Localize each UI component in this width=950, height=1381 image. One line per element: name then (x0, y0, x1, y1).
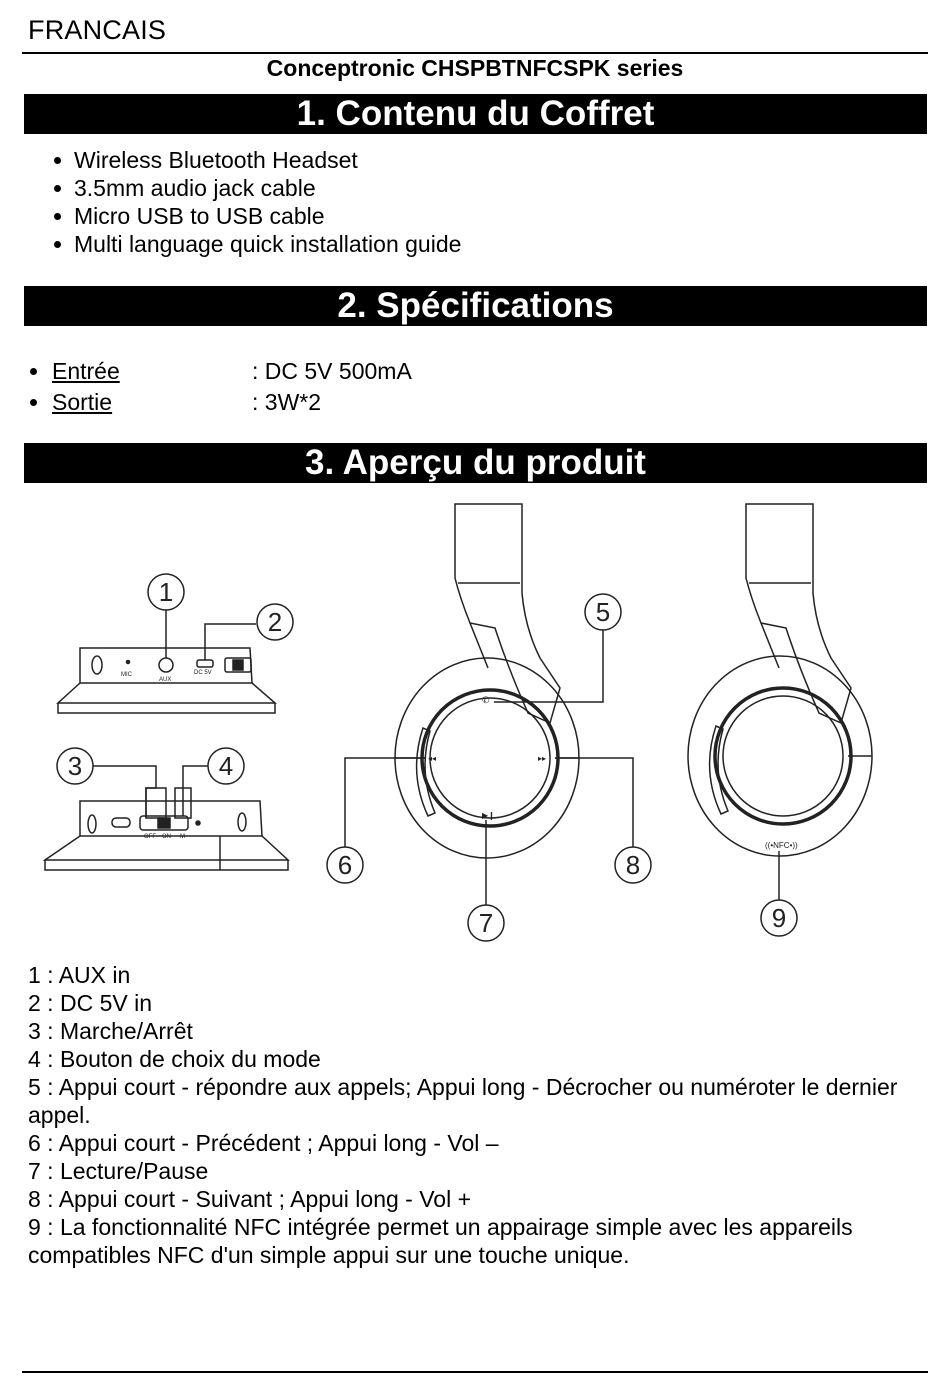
mic-label: MIC (121, 672, 132, 678)
callout-number: 3 (67, 751, 83, 781)
product-overview-diagram (30, 498, 920, 950)
callout-number: 1 (158, 577, 174, 607)
section-heading-overview: 3. Aperçu du produit (24, 443, 927, 483)
legend-item: 8 : Appui court - Suivant ; Appui long - Vol + (28, 1186, 472, 1212)
legend-item: 9 : La fonctionnalité NFC intégrée permet un appairage simple avec les appareils compatibles NFC d'un simple appui sur une touche unique. (28, 1214, 853, 1268)
page-language: FRANCAIS (28, 15, 167, 45)
spec-list (28, 356, 412, 418)
spec-label: Entrée (52, 358, 120, 384)
legend-item: 1 : AUX in (28, 962, 131, 988)
play-pause-icon: ▶❙ (482, 811, 495, 820)
legend-item: 4 : Bouton de choix du mode (28, 1046, 321, 1072)
dc5v-label: DC 5V (194, 670, 212, 676)
contents-list (52, 146, 461, 258)
spec-value: : 3W*2 (252, 389, 322, 415)
legend-item: 2 : DC 5V in (28, 990, 152, 1016)
callout-number: 4 (218, 751, 234, 781)
headphone-front-view (327, 504, 651, 941)
callout-number: 7 (478, 908, 494, 938)
callout-legend (28, 961, 918, 1269)
callout-number: 6 (337, 850, 353, 880)
spec-value: : DC 5V 500mA (252, 358, 412, 384)
callout-number: 5 (595, 597, 611, 627)
list-item: Multi language quick installation guide (52, 230, 461, 258)
side-view-bottom (45, 748, 288, 870)
spec-label: Sortie (52, 389, 113, 415)
section-heading-contents: 1. Contenu du Coffret (24, 94, 927, 134)
prev-icon: ◂◂ (428, 754, 437, 763)
list-item: Micro USB to USB cable (52, 202, 461, 230)
callout-number: 9 (771, 903, 787, 933)
next-icon: ▸▸ (538, 754, 547, 763)
legend-item: 5 : Appui court - répondre aux appels; Appui long - Décrocher ou numéroter le dernier appel. (28, 1074, 898, 1128)
phone-icon: ✆ (482, 695, 490, 705)
list-item: 3.5mm audio jack cable (52, 174, 461, 202)
side-view-top (58, 574, 293, 713)
callout-number: 8 (625, 850, 641, 880)
top-divider (22, 52, 928, 54)
legend-item: 3 : Marche/Arrêt (28, 1018, 193, 1044)
spec-row-output (28, 387, 412, 418)
nfc-label: ((•NFC•)) (765, 841, 798, 850)
bottom-divider (22, 1371, 928, 1373)
aux-label: AUX (159, 677, 172, 683)
headphone-back-view (688, 504, 872, 936)
spec-row-input (28, 356, 412, 387)
on-label: ON (162, 834, 171, 840)
product-title: Conceptronic CHSPBTNFCSPK series (266, 55, 684, 81)
callout-number: 2 (267, 607, 283, 637)
legend-item: 6 : Appui court - Précédent ; Appui long - Vol – (28, 1130, 499, 1156)
mode-label: M (180, 834, 185, 840)
off-label: OFF (144, 834, 156, 840)
section-heading-specifications: 2. Spécifications (24, 286, 927, 326)
list-item: Wireless Bluetooth Headset (52, 146, 461, 174)
legend-item: 7 : Lecture/Pause (28, 1158, 209, 1184)
